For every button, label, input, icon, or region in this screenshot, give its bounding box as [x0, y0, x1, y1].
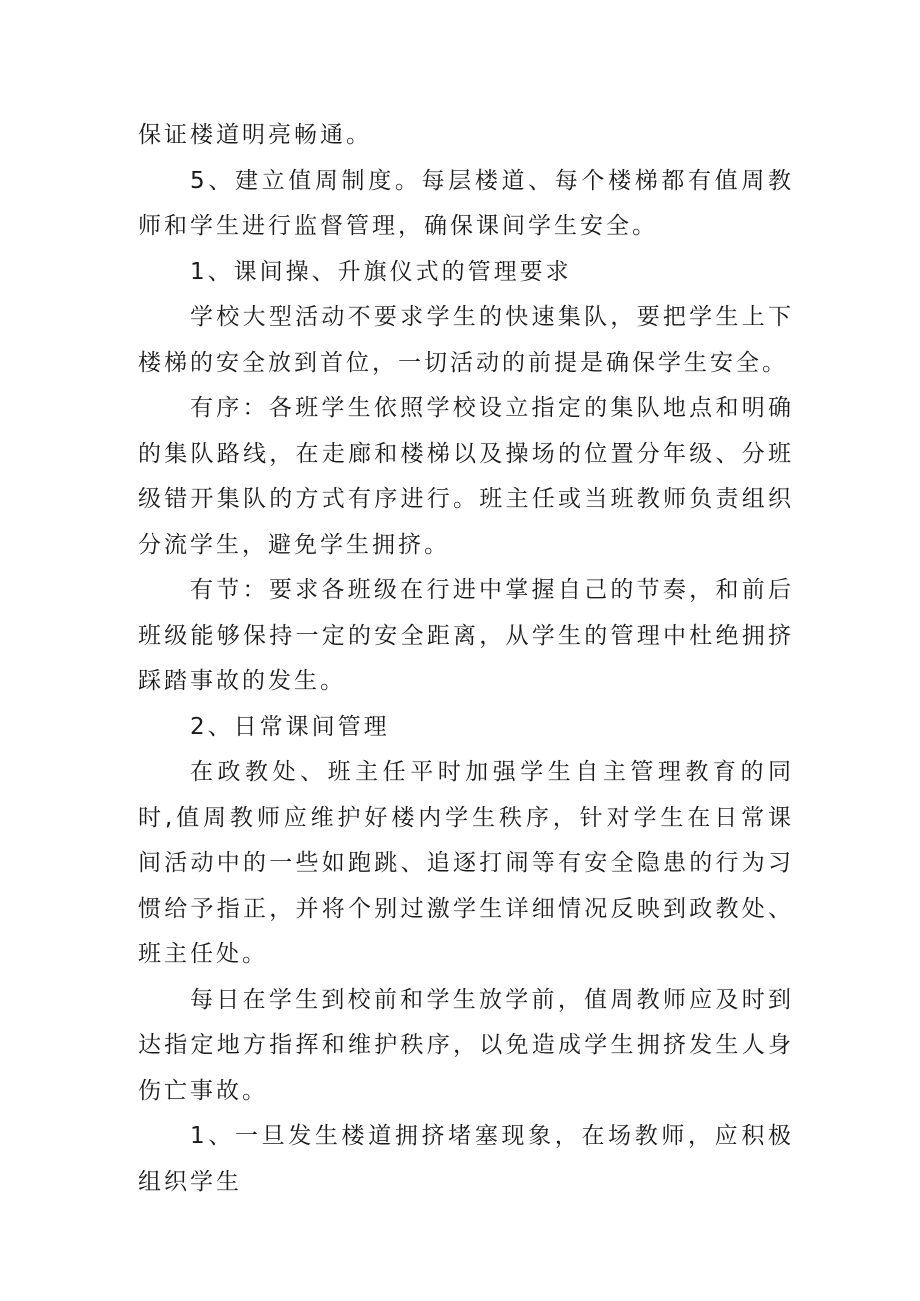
paragraph-1: 保证楼道明亮畅通。 — [138, 122, 372, 148]
paragraph-orderly: 有序：各班学生依照学校设立指定的集队地点和明确的集队路线，在走廊和楼梯以及操场的位置分年级、分班级错开集队的方式有序进行。班主任或当班教师负责组织分流学生，避免学生拥挤。 — [138, 395, 794, 558]
section-heading-1: 1、课间操、升旗仪式的管理要求 — [190, 258, 572, 285]
document-body — [138, 113, 794, 1205]
paragraph-rhythm: 有节：要求各班级在行进中掌握自己的节奏，和前后班级能够保持一定的安全距离，从学生的管理中杜绝拥挤踩踏事故的发生。 — [138, 577, 794, 694]
paragraph-congestion: 1、一旦发生楼道拥挤堵塞现象，在场教师，应积极组织学生 — [138, 1123, 794, 1195]
paragraph-2: 5、建立值周制度。每层楼道、每个楼梯都有值周教师和学生进行监督管理，确保课间学生安全。 — [138, 167, 794, 239]
paragraph-daily-duty: 每日在学生到校前和学生放学前，值周教师应及时到达指定地方指挥和维护秩序，以免造成学生拥挤发生人身伤亡事故。 — [138, 986, 794, 1104]
paragraph-daily-management: 在政教处、班主任平时加强学生自主管理教育的同时,值周教师应维护好楼内学生秩序，针对学生在日常课间活动中的一些如跑跳、追逐打闹等有安全隐患的行为习惯给予指正，并将个别过激学生详细情况反映到政教处、班主任处。 — [138, 759, 794, 967]
paragraph-3: 学校大型活动不要求学生的快速集队，要把学生上下楼梯的安全放到首位，一切活动的前提是确保学生安全。 — [138, 304, 794, 376]
section-heading-2: 2、日常课间管理 — [190, 713, 390, 740]
